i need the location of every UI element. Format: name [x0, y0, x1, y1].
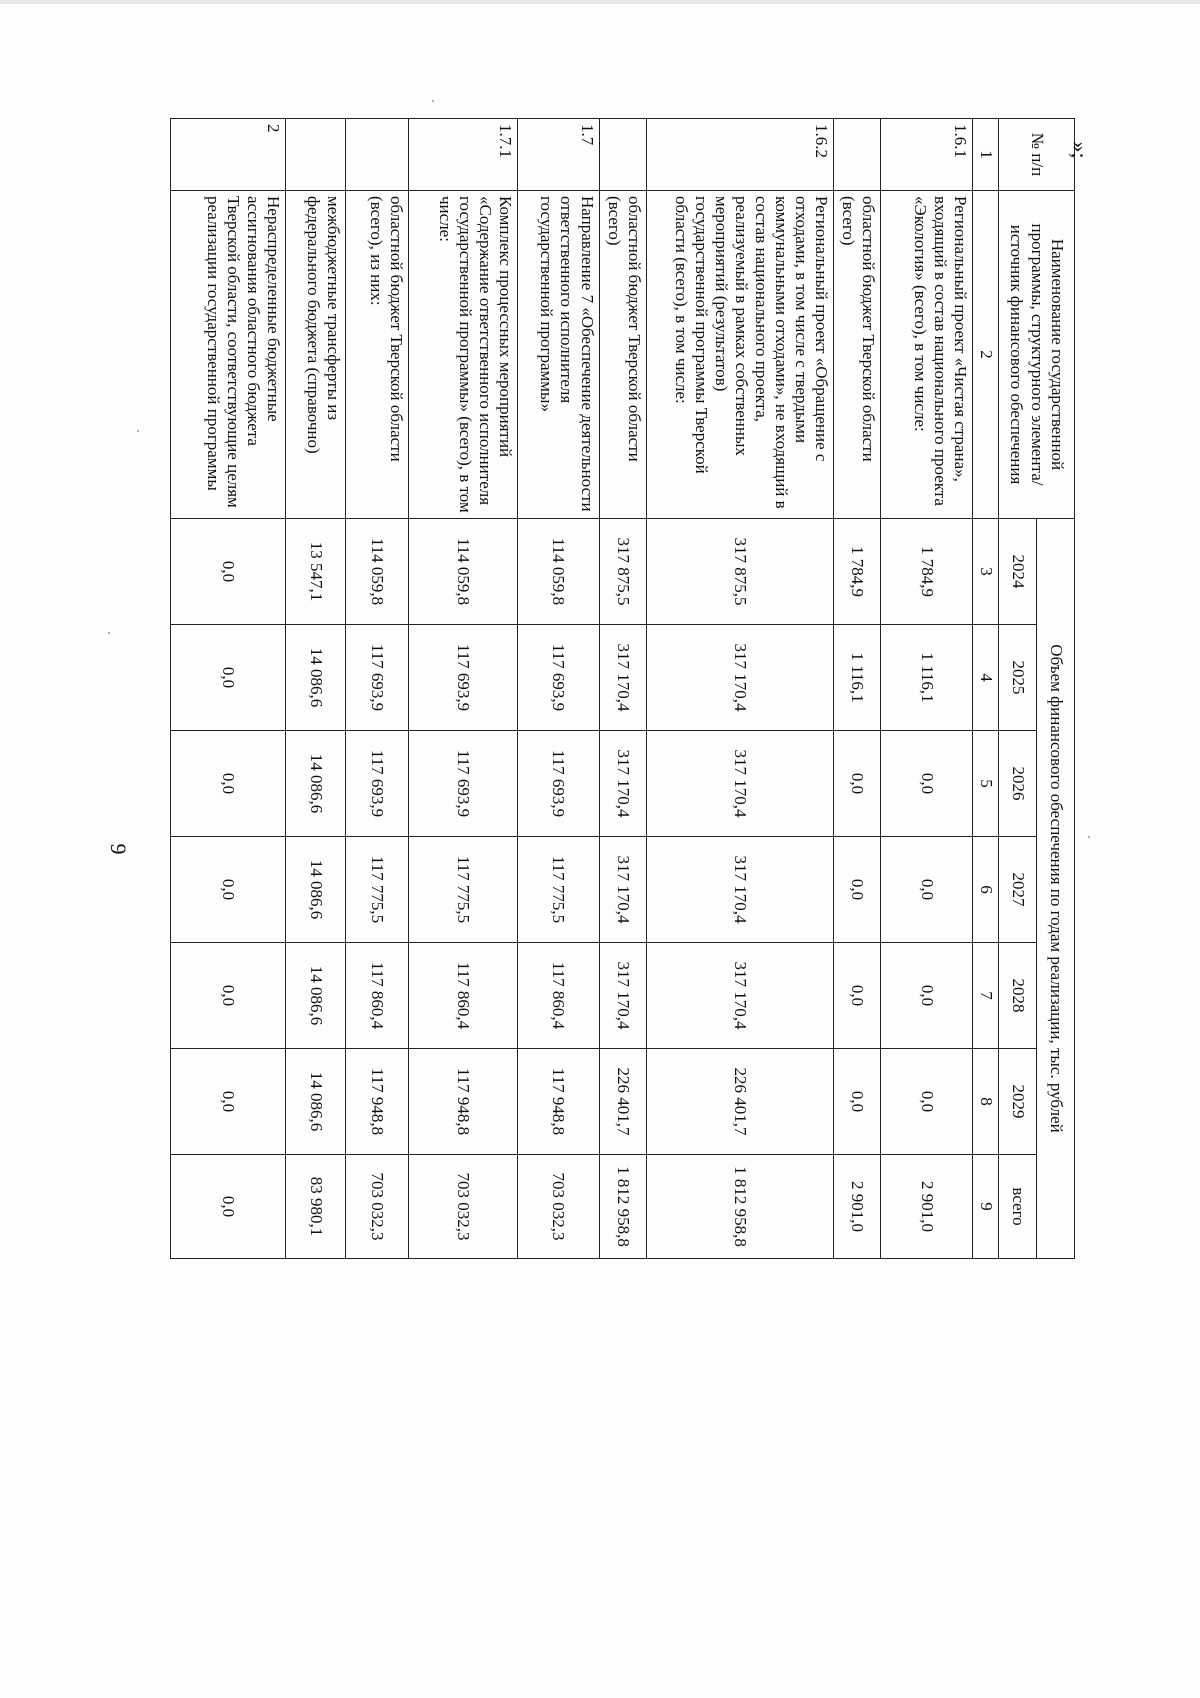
- cell-value: 2 901,0: [834, 1155, 881, 1259]
- row-name: областной бюджет Тверской области (всего): [599, 191, 646, 519]
- cell-value: 0,0: [881, 731, 973, 837]
- cell-value: 226 401,7: [599, 1049, 646, 1155]
- cell-value: 1 812 958,8: [599, 1155, 646, 1259]
- scan-speck: [108, 632, 110, 634]
- cell-value: 114 059,8: [346, 519, 409, 625]
- cell-value: 117 693,9: [408, 731, 517, 837]
- table-row: [518, 119, 599, 1259]
- table-row: [408, 119, 517, 1259]
- cell-value: 317 170,4: [646, 625, 834, 731]
- row-num: [285, 119, 345, 191]
- row-name: межбюджетные трансферты из федерального бюджета (справочно): [285, 191, 345, 519]
- cell-value: 0,0: [171, 1049, 286, 1155]
- cell-value: 0,0: [834, 837, 881, 943]
- cell-value: 0,0: [834, 1049, 881, 1155]
- row-name: Нераспределенные бюджетные ассигнования областного бюджета Тверской области, соответствующие целям реализации государственной программы: [171, 191, 286, 519]
- cell-value: 0,0: [881, 837, 973, 943]
- row-name: Региональный проект «Чистая страна», входящий в состав национального проекта «Экология» (всего), в том числе:: [881, 191, 973, 519]
- cell-value: 117 693,9: [346, 731, 409, 837]
- cell-value: 1 116,1: [834, 625, 881, 731]
- cell-value: 317 170,4: [646, 837, 834, 943]
- cell-value: 117 948,8: [408, 1049, 517, 1155]
- cell-value: 317 170,4: [646, 943, 834, 1049]
- cell-value: 0,0: [881, 1049, 973, 1155]
- row-name: Направление 7 «Обеспечение деятельности ответственного исполнителя государственной программы»: [518, 191, 599, 519]
- cell-value: 317 875,5: [646, 519, 834, 625]
- table-row: [285, 119, 345, 1259]
- header-total: всего: [999, 1155, 1037, 1259]
- col-number: 4: [973, 625, 999, 731]
- cell-value: 1 116,1: [881, 625, 973, 731]
- cell-value: 0,0: [881, 943, 973, 1049]
- cell-value: 117 693,9: [408, 625, 517, 731]
- cell-value: 117 948,8: [518, 1049, 599, 1155]
- col-number: 3: [973, 519, 999, 625]
- cell-value: 117 693,9: [518, 731, 599, 837]
- cell-value: 114 059,8: [408, 519, 517, 625]
- row-num: 2: [171, 119, 286, 191]
- cell-value: 117 775,5: [408, 837, 517, 943]
- cell-value: 117 860,4: [346, 943, 409, 1049]
- cell-value: 83 980,1: [285, 1155, 345, 1259]
- header-year: 2029: [999, 1049, 1037, 1155]
- closing-quote-mark: »;: [1067, 141, 1093, 159]
- row-num: [599, 119, 646, 191]
- cell-value: 13 547,1: [285, 519, 345, 625]
- table-row: [881, 119, 973, 1259]
- header-year: 2028: [999, 943, 1037, 1049]
- col-number: 2: [973, 191, 999, 519]
- row-num: 1.7.1: [408, 119, 517, 191]
- header-num: № п/п: [999, 119, 1075, 191]
- header-volume: Объем финансового обеспечения по годам реализации, тыс. рублей: [1037, 519, 1075, 1259]
- cell-value: 0,0: [171, 519, 286, 625]
- page-number: 9: [106, 843, 131, 855]
- cell-value: 14 086,6: [285, 837, 345, 943]
- cell-value: 317 170,4: [599, 625, 646, 731]
- row-name: областной бюджет Тверской области (всего): [834, 191, 881, 519]
- cell-value: 14 086,6: [285, 1049, 345, 1155]
- cell-value: 317 875,5: [599, 519, 646, 625]
- col-number: 5: [973, 731, 999, 837]
- col-number: 8: [973, 1049, 999, 1155]
- table-row: [171, 119, 286, 1259]
- cell-value: 0,0: [171, 1155, 286, 1259]
- header-name: Наименование государственной программы, структурного элемента/источник финансового обеспечения: [999, 191, 1075, 519]
- cell-value: 14 086,6: [285, 943, 345, 1049]
- cell-value: 2 901,0: [881, 1155, 973, 1259]
- cell-value: 114 059,8: [518, 519, 599, 625]
- table-row: [599, 119, 646, 1259]
- cell-value: 1 784,9: [834, 519, 881, 625]
- cell-value: 117 693,9: [518, 625, 599, 731]
- cell-value: 0,0: [834, 731, 881, 837]
- cell-value: 1 784,9: [881, 519, 973, 625]
- cell-value: 703 032,3: [408, 1155, 517, 1259]
- cell-value: 117 693,9: [346, 625, 409, 731]
- cell-value: 1 812 958,8: [646, 1155, 834, 1259]
- cell-value: 0,0: [171, 837, 286, 943]
- scan-edge: [0, 0, 1200, 4]
- cell-value: 703 032,3: [346, 1155, 409, 1259]
- cell-value: 14 086,6: [285, 625, 345, 731]
- cell-value: 117 775,5: [346, 837, 409, 943]
- rotated-table-container: [170, 118, 1075, 1258]
- financing-table: [170, 118, 1075, 1259]
- cell-value: 0,0: [171, 625, 286, 731]
- row-num: 1.7: [518, 119, 599, 191]
- col-number: 6: [973, 837, 999, 943]
- cell-value: 226 401,7: [646, 1049, 834, 1155]
- row-num: 1.6.1: [881, 119, 973, 191]
- cell-value: 117 948,8: [346, 1049, 409, 1155]
- header-year: 2025: [999, 625, 1037, 731]
- row-name: Региональный проект «Обращение с отходами, в том числе с твердыми коммунальными отходами», не входящий в состав национального проекта, реализуемый в рамках собственных мероприятий (результатов) государственной программы Тверской области (всего), в том числе:: [646, 191, 834, 519]
- col-number: 7: [973, 943, 999, 1049]
- row-num: [346, 119, 409, 191]
- cell-value: 117 860,4: [408, 943, 517, 1049]
- header-year: 2027: [999, 837, 1037, 943]
- row-num: [834, 119, 881, 191]
- scan-speck: [137, 430, 139, 432]
- scan-speck: [1088, 836, 1090, 838]
- cell-value: 317 170,4: [599, 731, 646, 837]
- table-row: [346, 119, 409, 1259]
- col-number: 9: [973, 1155, 999, 1259]
- cell-value: 317 170,4: [599, 837, 646, 943]
- cell-value: 117 860,4: [518, 943, 599, 1049]
- header-year: 2024: [999, 519, 1037, 625]
- cell-value: 14 086,6: [285, 731, 345, 837]
- cell-value: 703 032,3: [518, 1155, 599, 1259]
- cell-value: 0,0: [171, 731, 286, 837]
- col-number: 1: [973, 119, 999, 191]
- row-name: областной бюджет Тверской области (всего), из них:: [346, 191, 409, 519]
- row-num: 1.6.2: [646, 119, 834, 191]
- cell-value: 317 170,4: [646, 731, 834, 837]
- scan-speck: [432, 100, 434, 102]
- table-row: [646, 119, 834, 1259]
- cell-value: 117 775,5: [518, 837, 599, 943]
- table-row: [834, 119, 881, 1259]
- cell-value: 317 170,4: [599, 943, 646, 1049]
- row-name: Комплекс процессных мероприятий «Содержание ответственного исполнителя государственной программы» (всего), в том числе:: [408, 191, 517, 519]
- cell-value: 0,0: [834, 943, 881, 1049]
- cell-value: 0,0: [171, 943, 286, 1049]
- header-year: 2026: [999, 731, 1037, 837]
